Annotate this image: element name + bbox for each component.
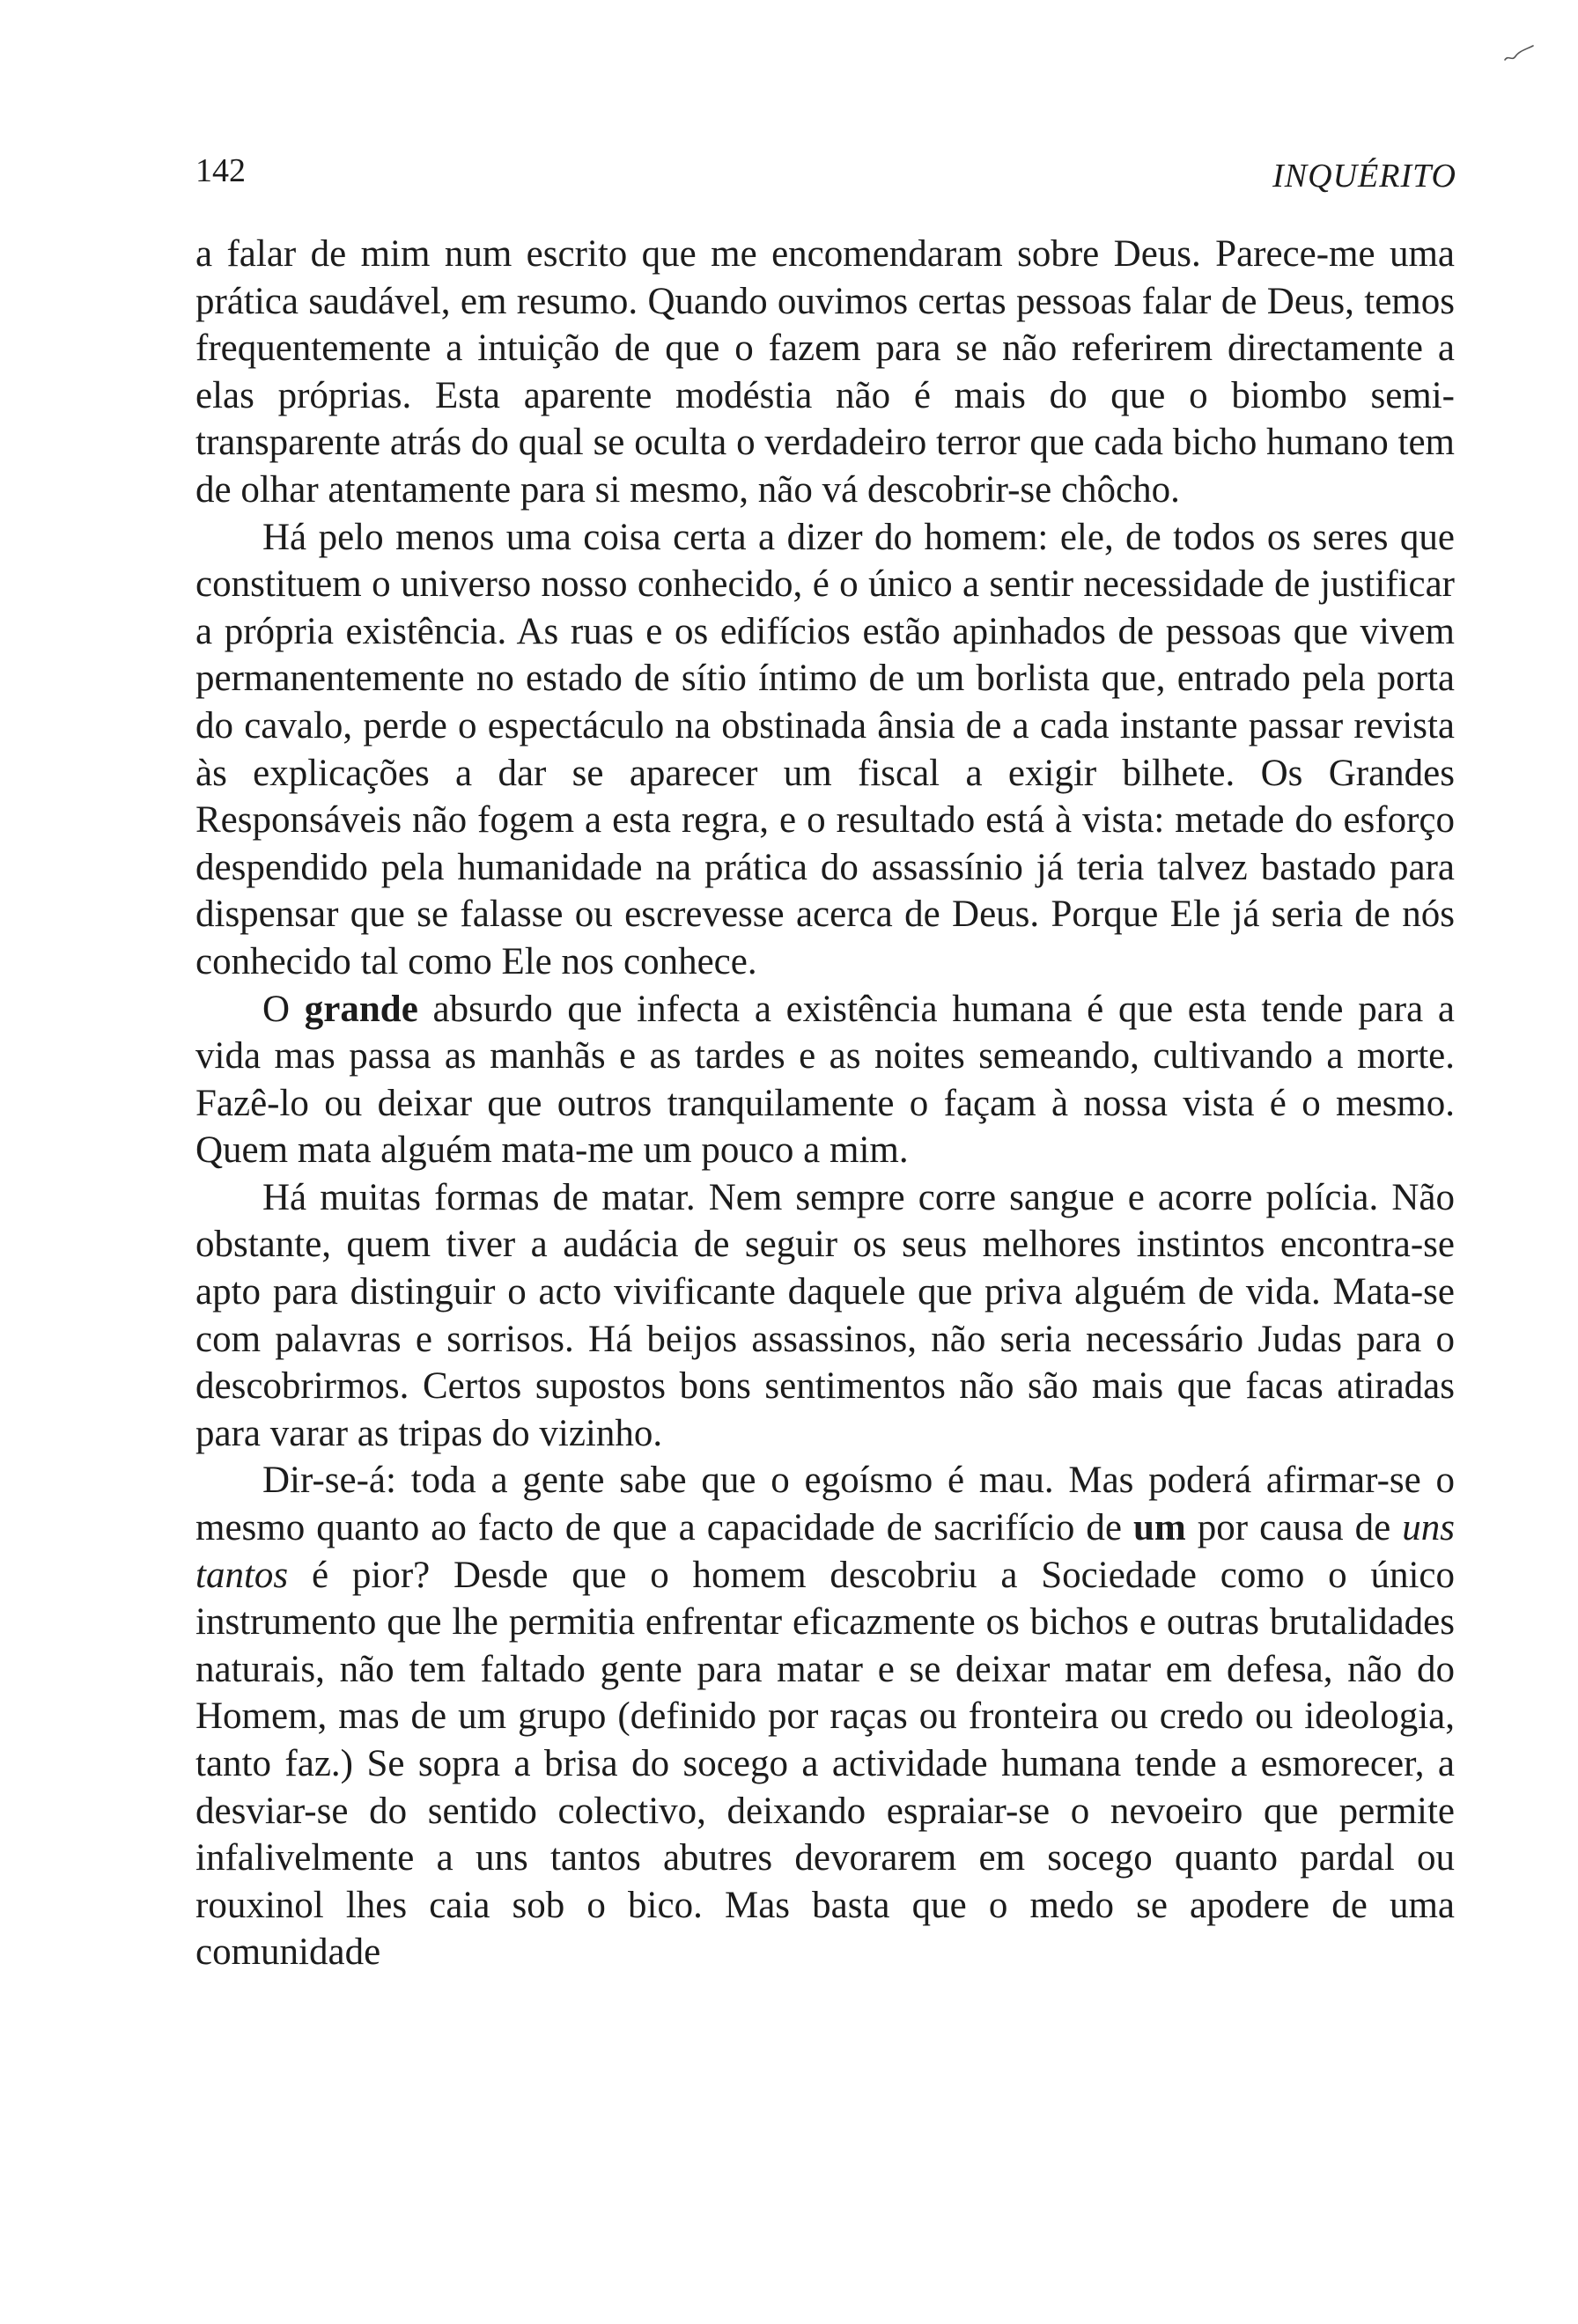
paragraph — [195, 1457, 1455, 1976]
text-segment: a falar de mim num escrito que me encomendaram sobre Deus. Parece-me uma prática saudável, em resumo. Quando ouvimos certas pessoas falar de Deus, temos frequentemente a intuição de que o fazem para se não referirem directamente a elas próprias. Esta aparente modéstia não é mais do que o biombo semi-transparente atrás do qual se oculta o verdadeiro terror que cada bicho humano tem de olhar atentamente para si mesmo, não vá descobrir-se chôcho. — [195, 233, 1455, 511]
running-head: INQUÉRITO — [1272, 158, 1456, 195]
text-segment: Dir-se-á: toda a gente sabe que o egoísmo é mau. Mas poderá afirmar-se o mesmo quanto ao facto de que a capacidade de sacrifício de — [195, 1460, 1455, 1549]
text-segment: é pior? Desde que o homem descobriu a Sociedade como o único instrumento que lhe permitia enfrentar eficazmente os bichos e outras brutalidades naturais, não tem faltado gente para matar e se deixar matar em defesa, não do Homem, mas de um grupo (definido por raças ou fronteira ou credo ou ideologia, tanto faz.) Se sopra a brisa do socego a actividade humana tende a esmorecer, a desviar-se do sentido colectivo, deixando espraiar-se o nevoeiro que permite infalivelmente a uns tantos abutres devorarem em socego quanto pardal ou rouxinol lhes caia sob o bico. Mas basta que o medo se apodere de uma comunidade — [195, 1554, 1455, 1974]
text-segment: absurdo que infecta a existência humana é que esta tende para a vida mas passa as manhãs e as tardes e as noites semeando, cultivando a morte. Fazê-lo ou deixar que outros tranquilamente o façam à nossa vista é o mesmo. Quem mata alguém mata-me um pouco a mim. — [195, 988, 1455, 1172]
text-segment: O — [262, 988, 305, 1030]
page-number: 142 — [195, 152, 246, 189]
text-segment: Há muitas formas de matar. Nem sempre corre sangue e acorre polícia. Não obstante, quem tiver a audácia de seguir os seus melhores instintos encontra-se apto para distinguir o acto vivificante daquele que priva alguém de vida. Mata-se com palavras e sorrisos. Há beijos assassinos, não seria necessário Judas para o descobrirmos. Certos supostos bons sentimentos não são mais que facas atiradas para varar as tripas do vizinho. — [195, 1176, 1455, 1454]
bold-word: um — [1133, 1507, 1186, 1549]
pencil-mark — [1501, 42, 1535, 65]
body-text — [195, 231, 1455, 1976]
paragraph — [195, 1174, 1455, 1458]
bold-word: grande — [304, 988, 418, 1030]
paragraph — [195, 514, 1455, 986]
text-segment: por causa de — [1185, 1507, 1403, 1549]
text-segment: Há pelo menos uma coisa certa a dizer do homem: ele, de todos os seres que constituem o universo nosso conhecido, é o único a sentir necessidade de justificar a própria existência. As ruas e os edifícios estão apinhados de pessoas que vivem permanentemente no estado de sítio íntimo de um borlista que, entrado pela porta do cavalo, perde o espectáculo na obstinada ânsia de a cada instante passar revista às explicações a dar se aparecer um fiscal a exigir bilhete. Os Grandes Responsáveis não fogem a esta regra, e o resultado está à vista: metade do esforço despendido pela humanidade na prática do assassínio já teria talvez bastado para dispensar que se falasse ou escrevesse acerca de Deus. Porque Ele já seria de nós conhecido tal como Ele nos conhece. — [195, 516, 1455, 982]
italic-phrase: uns tantos — [195, 1507, 1455, 1596]
page-header — [195, 141, 1456, 194]
paragraph — [195, 231, 1455, 514]
paragraph — [195, 986, 1455, 1174]
